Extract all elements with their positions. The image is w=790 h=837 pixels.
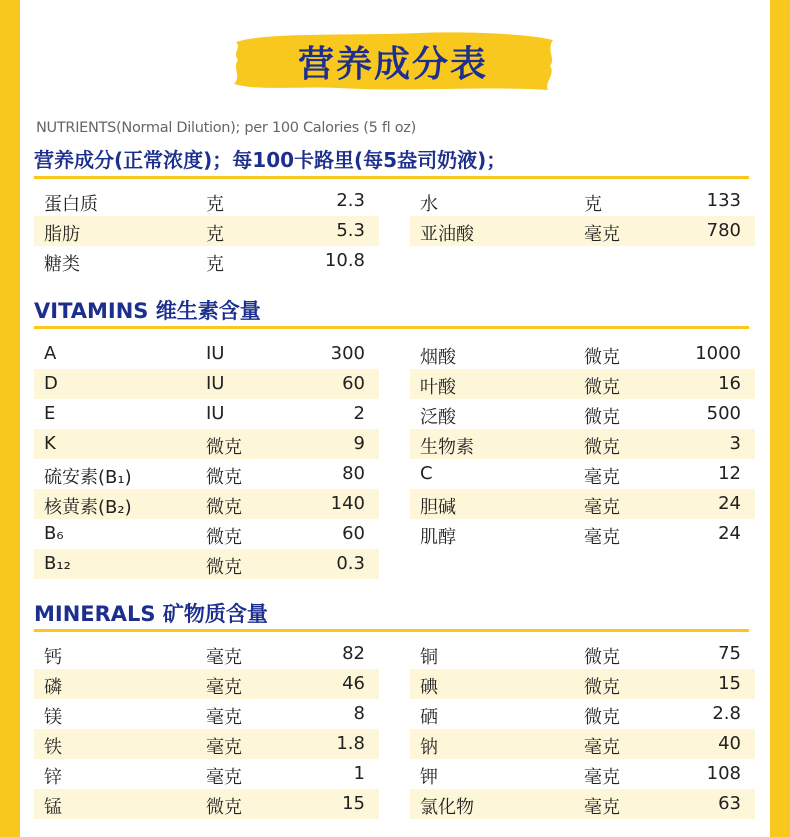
nutrient-value: 60 [342, 523, 365, 544]
basic-left-list [34, 186, 379, 276]
nutrient-name: 亚油酸 [420, 224, 474, 245]
nutrient-row [410, 399, 755, 429]
subtitle-chinese: 营养成分(正常浓度)；每100卡路里(每5盎司奶液)； [34, 148, 507, 172]
nutrient-value: 0.3 [336, 553, 365, 574]
nutrient-name: 碘 [420, 677, 438, 698]
nutrient-name: 钙 [44, 647, 62, 668]
nutrient-row [34, 186, 379, 216]
nutrient-name: B₁₂ [44, 553, 71, 574]
divider [34, 176, 749, 179]
nutrient-value: 10.8 [324, 250, 365, 271]
nutrient-unit: 微克 [206, 527, 242, 548]
minerals-title: MINERALS 矿物质含量 [34, 602, 268, 626]
nutrient-name: 钠 [420, 737, 438, 758]
nutrient-row [34, 399, 379, 429]
nutrient-unit: 微克 [584, 347, 620, 368]
nutrient-name: K [44, 433, 56, 454]
vitamins-right-list [410, 339, 755, 549]
nutrient-name: 烟酸 [420, 347, 456, 368]
nutrient-row [410, 669, 755, 699]
nutrient-name: 氯化物 [420, 797, 474, 818]
nutrient-name: D [44, 373, 58, 394]
nutrient-unit: 微克 [206, 467, 242, 488]
subtitle-english: NUTRIENTS(Normal Dilution); per 100 Calories (5 fl oz) [36, 120, 416, 136]
minerals-right-list [410, 639, 755, 819]
nutrient-value: 15 [718, 673, 741, 694]
nutrient-row [410, 699, 755, 729]
nutrient-unit: 克 [206, 224, 224, 245]
nutrient-value: 82 [342, 643, 365, 664]
nutrient-name: 水 [420, 194, 438, 215]
nutrient-name: 叶酸 [420, 377, 456, 398]
nutrient-row [410, 729, 755, 759]
nutrient-unit: 毫克 [584, 767, 620, 788]
divider [34, 326, 749, 329]
nutrient-name: 钾 [420, 767, 438, 788]
nutrient-unit: 微克 [584, 377, 620, 398]
nutrient-row [34, 369, 379, 399]
nutrient-value: 780 [706, 220, 741, 241]
nutrient-row [410, 429, 755, 459]
nutrient-value: 2 [353, 403, 365, 424]
nutrient-unit: 微克 [584, 647, 620, 668]
nutrient-row [410, 216, 755, 246]
nutrient-value: 2.3 [336, 190, 365, 211]
nutrient-unit: IU [206, 373, 225, 394]
nutrient-name: 锌 [44, 767, 62, 788]
nutrient-unit: IU [206, 403, 225, 424]
nutrient-row [34, 789, 379, 819]
nutrient-name: 硒 [420, 707, 438, 728]
nutrient-unit: 毫克 [584, 497, 620, 518]
nutrient-name: 泛酸 [420, 407, 456, 428]
nutrient-value: 75 [718, 643, 741, 664]
nutrient-row [34, 729, 379, 759]
nutrient-unit: 毫克 [584, 224, 620, 245]
nutrient-unit: 微克 [584, 707, 620, 728]
nutrient-unit: 毫克 [584, 797, 620, 818]
nutrient-row [410, 459, 755, 489]
nutrient-unit: 毫克 [584, 527, 620, 548]
nutrient-value: 40 [718, 733, 741, 754]
nutrient-name: 糖类 [44, 254, 80, 275]
nutrient-value: 12 [718, 463, 741, 484]
nutrient-unit: 微克 [206, 437, 242, 458]
nutrient-name: B₆ [44, 523, 64, 544]
basic-right-list [410, 186, 755, 246]
nutrient-name: 蛋白质 [44, 194, 98, 215]
nutrient-row [410, 759, 755, 789]
nutrient-value: 1.8 [336, 733, 365, 754]
nutrient-row [410, 519, 755, 549]
minerals-left-list [34, 639, 379, 819]
nutrient-name: 胆碱 [420, 497, 456, 518]
nutrient-unit: 微克 [206, 497, 242, 518]
nutrient-unit: 微克 [206, 557, 242, 578]
nutrient-value: 1 [353, 763, 365, 784]
nutrient-name: A [44, 343, 57, 364]
nutrient-unit: 微克 [206, 797, 242, 818]
nutrient-value: 63 [718, 793, 741, 814]
nutrient-unit: 毫克 [206, 737, 242, 758]
nutrient-name: C [420, 463, 433, 484]
nutrient-unit: IU [206, 343, 225, 364]
nutrient-name: 镁 [44, 707, 62, 728]
nutrient-value: 133 [706, 190, 741, 211]
nutrient-value: 80 [342, 463, 365, 484]
nutrient-unit: 毫克 [584, 467, 620, 488]
nutrient-unit: 微克 [584, 407, 620, 428]
nutrient-row [410, 339, 755, 369]
nutrient-unit: 毫克 [206, 647, 242, 668]
nutrient-row [34, 339, 379, 369]
nutrient-name: 核黄素(B₂) [44, 497, 132, 518]
nutrient-row [34, 459, 379, 489]
nutrient-row [34, 639, 379, 669]
nutrient-row [34, 489, 379, 519]
vitamins-left-list [34, 339, 379, 579]
nutrient-row [410, 639, 755, 669]
nutrient-unit: 克 [584, 194, 602, 215]
nutrient-row [34, 246, 379, 276]
nutrient-name: 肌醇 [420, 527, 456, 548]
nutrient-value: 8 [353, 703, 365, 724]
nutrient-value: 2.8 [712, 703, 741, 724]
nutrient-unit: 毫克 [206, 767, 242, 788]
nutrient-value: 16 [718, 373, 741, 394]
nutrient-unit: 毫克 [584, 737, 620, 758]
nutrient-value: 300 [330, 343, 365, 364]
nutrient-row [410, 789, 755, 819]
nutrient-name: 磷 [44, 677, 62, 698]
nutrient-name: E [44, 403, 56, 424]
nutrient-row [34, 699, 379, 729]
nutrient-row [34, 519, 379, 549]
nutrient-value: 60 [342, 373, 365, 394]
nutrient-value: 24 [718, 493, 741, 514]
nutrient-name: 锰 [44, 797, 62, 818]
nutrient-row [410, 369, 755, 399]
nutrient-value: 15 [342, 793, 365, 814]
nutrient-value: 3 [729, 433, 741, 454]
divider [34, 629, 749, 632]
nutrient-value: 108 [706, 763, 741, 784]
nutrient-unit: 克 [206, 254, 224, 275]
nutrient-unit: 微克 [584, 677, 620, 698]
nutrient-value: 140 [330, 493, 365, 514]
nutrient-name: 脂肪 [44, 224, 80, 245]
nutrient-name: 铁 [44, 737, 62, 758]
nutrient-row [34, 759, 379, 789]
page-title: 营养成分表 [297, 43, 488, 85]
nutrient-value: 5.3 [336, 220, 365, 241]
nutrient-row [34, 429, 379, 459]
nutrient-name: 铜 [420, 647, 438, 668]
nutrient-row [410, 186, 755, 216]
nutrient-unit: 毫克 [206, 677, 242, 698]
nutrient-unit: 毫克 [206, 707, 242, 728]
nutrient-value: 500 [706, 403, 741, 424]
nutrient-row [34, 549, 379, 579]
vitamins-title: VITAMINS 维生素含量 [34, 299, 261, 323]
nutrient-row [410, 489, 755, 519]
title-banner [228, 28, 558, 94]
nutrient-value: 9 [353, 433, 365, 454]
nutrient-unit: 克 [206, 194, 224, 215]
nutrient-row [34, 669, 379, 699]
nutrient-name: 硫安素(B₁) [44, 467, 132, 488]
nutrient-row [34, 216, 379, 246]
nutrient-name: 生物素 [420, 437, 474, 458]
nutrient-value: 1000 [695, 343, 741, 364]
nutrient-unit: 微克 [584, 437, 620, 458]
nutrient-value: 24 [718, 523, 741, 544]
nutrient-value: 46 [342, 673, 365, 694]
